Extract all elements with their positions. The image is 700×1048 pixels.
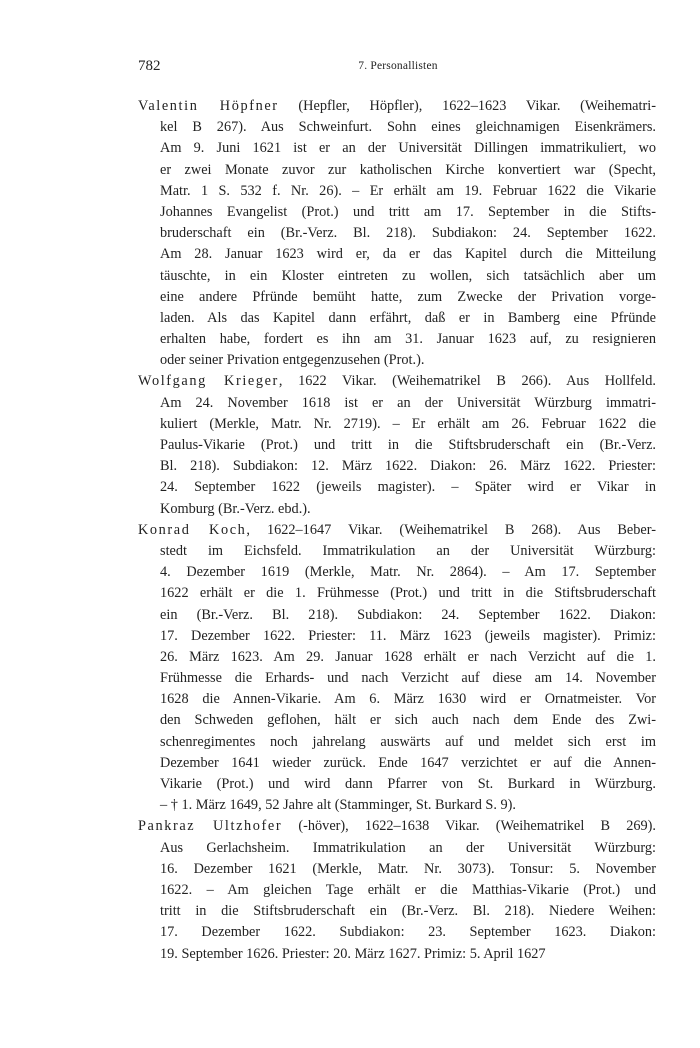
entry-line — [138, 626, 656, 647]
entry-line — [138, 732, 656, 753]
entry-line — [138, 223, 656, 244]
entry-text: 1622. – Am gleichen Tage erhält er die Matthias-Vikarie (Prot.) und — [160, 881, 656, 898]
person-name: Wolfgang Krieger — [138, 373, 279, 390]
entry-text: 4. Dezember 1619 (Merkle, Matr. Nr. 2864). – Am 17. September — [160, 564, 656, 581]
entry-text: eine andere Pfründe bemüht hatte, zum Zwecke der Privation vorge- — [160, 288, 656, 305]
entry-text: Bl. 218). Subdiakon: 12. März 1622. Diakon: 26. März 1622. Priester: — [160, 458, 656, 475]
entry-line — [138, 541, 656, 562]
entry-line — [138, 160, 656, 181]
entry-text: 17. Dezember 1622. Subdiakon: 23. September 1623. Diakon: — [160, 924, 656, 941]
entry-line — [138, 371, 656, 392]
entry-text: den Schweden geflohen, hält er sich auch nach dem Ende des Zwi- — [160, 712, 656, 729]
entry-text: 24. September 1622 (jeweils magister). – Später wird er Vikar in — [160, 479, 656, 496]
entry-line — [138, 583, 656, 604]
entry-text: , 1622 Vikar. (Weihematrikel B 266). Aus Hollfeld. — [278, 373, 656, 390]
entry-line — [138, 647, 656, 668]
entry-line — [138, 520, 656, 541]
entry-line — [138, 96, 656, 117]
entry-text: Komburg (Br.-Verz. ebd.). — [160, 500, 311, 517]
entry-text: 26. März 1623. Am 29. Januar 1628 erhält er nach Verzicht auf die 1. — [160, 648, 656, 665]
person-name: Valentin Höpfner — [138, 98, 279, 114]
entry-line — [138, 181, 656, 202]
person-name: Pankraz Ultzhofer — [138, 818, 283, 835]
entry-text: Am 9. Juni 1621 ist er an der Universität Dillingen immatrikuliert, wo — [160, 140, 656, 157]
entry-line — [138, 435, 656, 456]
entry-line — [138, 287, 656, 308]
running-head: 7. Personallisten — [358, 60, 438, 72]
entry-line — [138, 456, 656, 477]
entry-line — [138, 138, 656, 159]
person-entry — [138, 371, 656, 519]
entry-text: kuliert (Merkle, Matr. Nr. 2719). – Er erhält am 26. Februar 1622 die — [160, 415, 656, 432]
person-entry — [138, 816, 656, 964]
person-entry — [138, 520, 656, 817]
entry-text: Frühmesse die Erhards- und nach Verzicht auf diese am 14. November — [160, 670, 656, 687]
entry-text: , 1622–1647 Vikar. (Weihematrikel B 268). Aus Beber- — [246, 521, 656, 538]
entry-line — [138, 117, 656, 138]
entry-line — [138, 499, 656, 520]
entry-line — [138, 329, 656, 350]
entry-text: Am 28. Januar 1623 wird er, da er das Kapitel durch die Mitteilung — [160, 246, 656, 263]
entry-text: er zwei Monate zuvor zur katholischen Kirche konvertiert war (Specht, — [160, 161, 656, 178]
entry-line — [138, 414, 656, 435]
entry-text: – † 1. März 1649, 52 Jahre alt (Stamminger, St. Burkard S. 9). — [160, 797, 516, 814]
entry-text: tritt in die Stiftsbruderschaft ein (Br.-Verz. Bl. 218). Niedere Weihen: — [160, 903, 656, 920]
entry-text: Johannes Evangelist (Prot.) und tritt am 17. September in die Stifts- — [160, 203, 656, 220]
entry-line — [138, 753, 656, 774]
entry-line — [138, 202, 656, 223]
entry-line — [138, 477, 656, 498]
entry-line — [138, 562, 656, 583]
person-entry — [138, 96, 656, 371]
entry-text: oder seiner Privation entgegenzusehen (Prot.). — [160, 352, 425, 369]
entry-line — [138, 901, 656, 922]
entry-text: bruderschaft ein (Br.-Verz. Bl. 218). Subdiakon: 24. September 1622. — [160, 225, 656, 242]
entry-line — [138, 308, 656, 329]
page-header — [138, 58, 658, 78]
entry-text: 1628 die Annen-Vikarie. Am 6. März 1630 wird er Ornatmeister. Vor — [160, 691, 656, 708]
entry-line — [138, 838, 656, 859]
entry-text: (-höver), 1622–1638 Vikar. (Weihematrikel B 269). — [282, 818, 656, 835]
entry-text: erhalten habe, fordert es ihn am 31. Januar 1623 auf, zu resignieren — [160, 331, 656, 348]
entry-line — [138, 393, 656, 414]
entry-text: Am 24. November 1618 ist er an der Universität Würzburg immatri- — [160, 394, 656, 411]
entry-text: Paulus-Vikarie (Prot.) und tritt in die Stiftsbruderschaft ein (Br.-Verz. — [160, 437, 656, 453]
entry-text: stedt im Eichsfeld. Immatrikulation an der Universität Würzburg: — [160, 542, 656, 559]
entry-text: 16. Dezember 1621 (Merkle, Matr. Nr. 3073). Tonsur: 5. November — [160, 860, 656, 877]
entry-text: Dezember 1641 wieder zurück. Ende 1647 verzichtet er auf die Annen- — [160, 754, 656, 771]
person-name: Konrad Koch — [138, 521, 247, 538]
entry-line — [138, 266, 656, 287]
entry-line — [138, 668, 656, 689]
entry-line — [138, 689, 656, 710]
entry-line — [138, 350, 656, 371]
entry-text: laden. Als das Kapitel dann erfährt, daß er in Bamberg eine Pfründe — [160, 309, 656, 326]
entry-text: ein (Br.-Verz. Bl. 218). Subdiakon: 24. September 1622. Diakon: — [160, 606, 656, 623]
page-number: 782 — [138, 58, 161, 74]
entry-line — [138, 922, 656, 943]
entry-line — [138, 816, 656, 837]
entry-text: Aus Gerlachsheim. Immatrikulation an der Universität Würzburg: — [160, 839, 656, 856]
entry-text: 17. Dezember 1622. Priester: 11. März 1623 (jeweils magister). Primiz: — [160, 627, 656, 644]
entry-line — [138, 880, 656, 901]
entry-line — [138, 944, 656, 965]
entry-text: Vikarie (Prot.) und wird dann Pfarrer von St. Burkard in Würzburg. — [160, 776, 656, 792]
entry-line — [138, 605, 656, 626]
entry-text: täuschte, in ein Kloster eintreten zu wollen, sich tatsächlich aber um — [160, 267, 656, 284]
entry-text: schenregimentes noch jahrelang auswärts auf und meldet sich erst im — [160, 733, 656, 750]
entry-line — [138, 795, 656, 816]
entry-text: Matr. 1 S. 532 f. Nr. 26). – Er erhält am 19. Februar 1622 die Vikarie — [160, 182, 656, 199]
entry-line — [138, 244, 656, 265]
entry-text: kel B 267). Aus Schweinfurt. Sohn eines gleichnamigen Eisenkrämers. — [160, 119, 656, 136]
entry-line — [138, 710, 656, 731]
entry-line — [138, 774, 656, 795]
entry-line — [138, 859, 656, 880]
entries-list — [138, 96, 656, 965]
entry-text: 19. September 1626. Priester: 20. März 1627. Primiz: 5. April 1627 — [160, 945, 546, 962]
entry-text: (Hepfler, Höpfler), 1622–1623 Vikar. (Weihematri- — [278, 98, 656, 114]
entry-text: 1622 erhält er die 1. Frühmesse (Prot.) und tritt in die Stiftsbruderschaft — [160, 585, 656, 602]
